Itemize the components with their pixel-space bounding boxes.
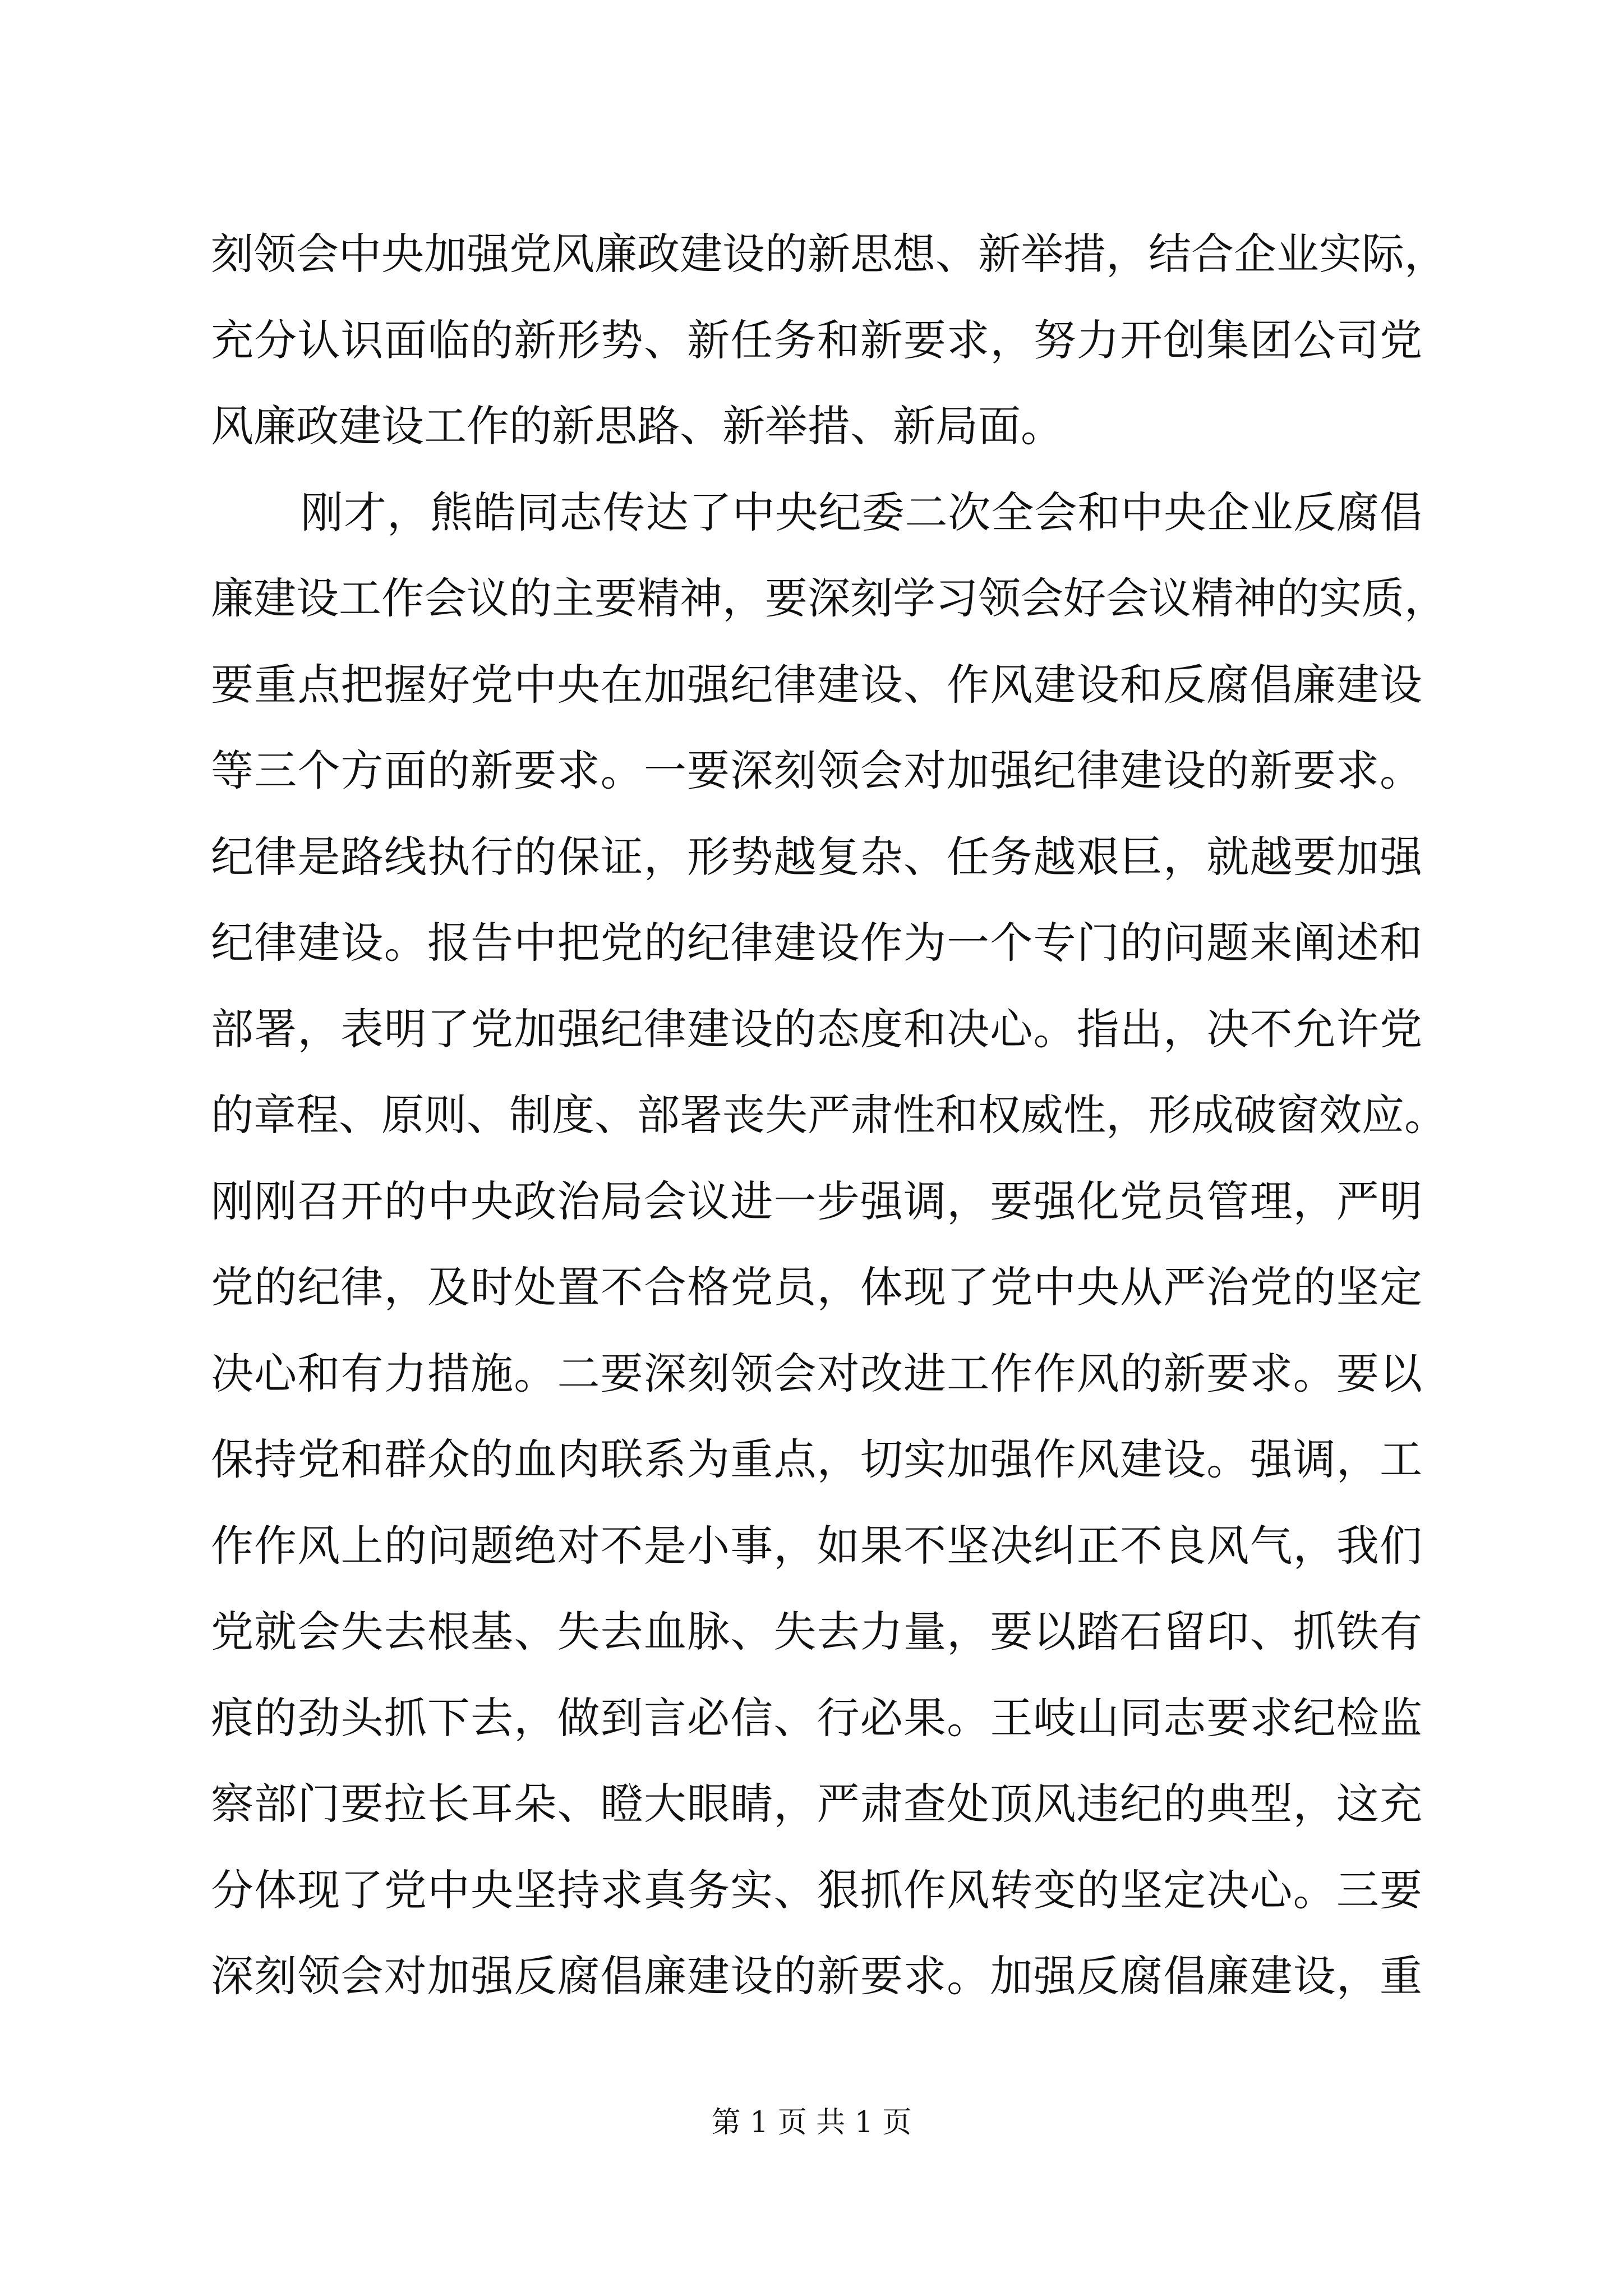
text-line: 党就会失去根基、失去血脉、失去力量，要以踏石留印、抓铁有 xyxy=(211,1607,1422,1657)
text-line: 作作风上的问题绝对不是小事，如果不坚决纠正不良风气，我们 xyxy=(211,1520,1422,1571)
text-line: 廉建设工作会议的主要精神，要深刻学习领会好会议精神的实质， xyxy=(211,573,1447,623)
text-line: 痕的劲头抓下去，做到言必信、行必果。王岐山同志要求纪检监 xyxy=(211,1692,1422,1743)
text-line: 刻领会中央加强党风廉政建设的新思想、新举措，结合企业实际， xyxy=(211,229,1447,279)
text-line: 保持党和群众的血肉联系为重点，切实加强作风建设。强调，工 xyxy=(211,1434,1422,1484)
text-line: 的章程、原则、制度、部署丧失严肃性和权威性，形成破窗效应。 xyxy=(211,1090,1447,1140)
document-body xyxy=(211,211,1447,2019)
text-line: 党的纪律，及时处置不合格党员，体现了党中央从严治党的坚定 xyxy=(211,1262,1422,1312)
text-line: 深刻领会对加强反腐倡廉建设的新要求。加强反腐倡廉建设，重 xyxy=(211,1951,1422,2001)
text-line: 决心和有力措施。二要深刻领会对改进工作作风的新要求。要以 xyxy=(211,1348,1422,1398)
text-line: 纪律是路线执行的保证，形势越复杂、任务越艰巨，就越要加强 xyxy=(211,831,1422,882)
text-line: 察部门要拉长耳朵、瞪大眼睛，严肃查处顶风违纪的典型，这充 xyxy=(211,1779,1422,1829)
text-line: 等三个方面的新要求。一要深刻领会对加强纪律建设的新要求。 xyxy=(211,746,1422,795)
text-line: 刚刚召开的中央政治局会议进一步强调，要强化党员管理，严明 xyxy=(211,1176,1422,1226)
text-line: 纪律建设。报告中把党的纪律建设作为一个专门的问题来阐述和 xyxy=(211,918,1422,968)
page-number-label: 第 1 页 共 1 页 xyxy=(711,2106,912,2139)
page-footer xyxy=(0,2102,1623,2143)
text-line: 风廉政建设工作的新思路、新举措、新局面。 xyxy=(211,401,1063,451)
text-line: 部署，表明了党加强纪律建设的态度和决心。指出，决不允许党 xyxy=(211,1004,1422,1054)
text-line: 充分认识面临的新形势、新任务和新要求，努力开创集团公司党 xyxy=(211,315,1422,365)
text-line: 分体现了党中央坚持求真务实、狠抓作风转变的坚定决心。三要 xyxy=(211,1865,1422,1915)
text-line: 要重点把握好党中央在加强纪律建设、作风建设和反腐倡廉建设 xyxy=(211,659,1422,710)
text-line: 刚才，熊皓同志传达了中央纪委二次全会和中央企业反腐倡 xyxy=(301,487,1422,537)
